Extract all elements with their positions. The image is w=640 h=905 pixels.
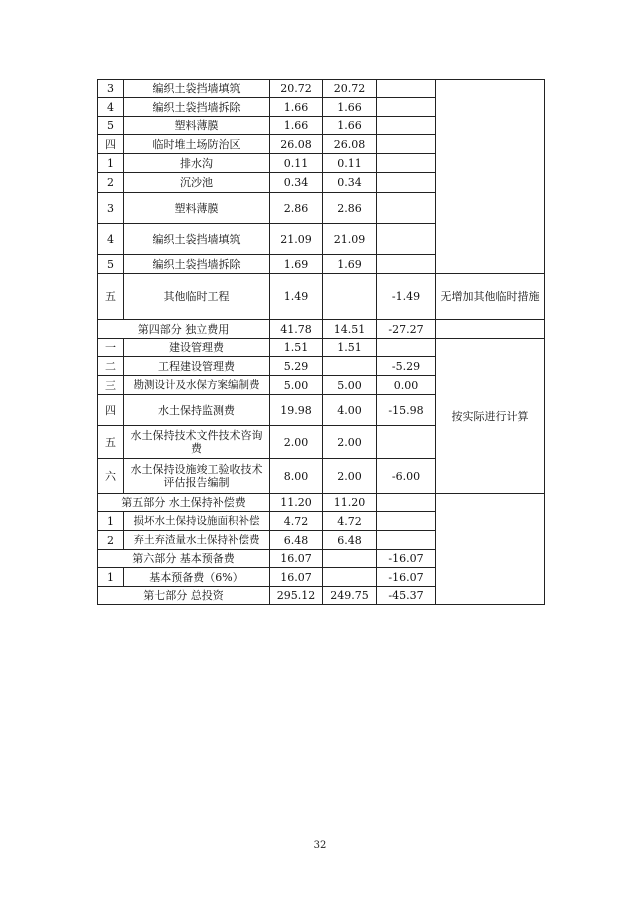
difference — [377, 224, 436, 255]
original-amount: 5.00 — [270, 376, 323, 395]
item-name: 塑料薄膜 — [124, 117, 270, 135]
section-row — [98, 320, 545, 339]
actual-amount — [323, 274, 377, 320]
actual-amount: 4.00 — [323, 395, 377, 426]
difference — [377, 339, 436, 357]
original-amount: 16.07 — [270, 550, 323, 568]
section-row — [98, 494, 545, 512]
difference — [377, 98, 436, 117]
row-number: 5 — [98, 255, 124, 274]
original-amount: 5.29 — [270, 357, 323, 376]
item-name: 编织土袋挡墙填筑 — [124, 80, 270, 98]
item-name: 编织土袋挡墙填筑 — [124, 224, 270, 255]
difference — [377, 154, 436, 173]
actual-amount: 1.66 — [323, 117, 377, 135]
item-name: 建设管理费 — [124, 339, 270, 357]
row-number: 四 — [98, 395, 124, 426]
section-title: 第五部分 水土保持补偿费 — [98, 494, 270, 512]
difference: 0.00 — [377, 376, 436, 395]
item-name: 水土保持监测费 — [124, 395, 270, 426]
row-number: 五 — [98, 426, 124, 459]
investment-comparison-table — [97, 79, 545, 605]
actual-amount: 14.51 — [323, 320, 377, 339]
row-number: 1 — [98, 512, 124, 531]
item-name: 水土保持技术文件技术咨询费 — [124, 426, 270, 459]
item-name: 损坏水土保持设施面积补偿 — [124, 512, 270, 531]
row-number: 2 — [98, 531, 124, 550]
actual-amount — [323, 568, 377, 587]
row-number: 二 — [98, 357, 124, 376]
row-number: 三 — [98, 376, 124, 395]
item-name: 编织土袋挡墙拆除 — [124, 255, 270, 274]
item-name: 临时堆土场防治区 — [124, 135, 270, 154]
actual-amount: 6.48 — [323, 531, 377, 550]
difference — [377, 426, 436, 459]
difference: -6.00 — [377, 459, 436, 494]
original-amount: 2.86 — [270, 193, 323, 224]
row-number: 六 — [98, 459, 124, 494]
item-name: 工程建设管理费 — [124, 357, 270, 376]
actual-amount: 0.34 — [323, 173, 377, 193]
row-number: 1 — [98, 568, 124, 587]
difference — [377, 512, 436, 531]
original-amount: 295.12 — [270, 587, 323, 605]
difference: -16.07 — [377, 550, 436, 568]
actual-amount: 5.00 — [323, 376, 377, 395]
actual-amount: 2.00 — [323, 426, 377, 459]
original-amount: 0.34 — [270, 173, 323, 193]
original-amount: 1.66 — [270, 117, 323, 135]
remark-other-temp: 无增加其他临时措施 — [436, 274, 545, 320]
difference: -15.98 — [377, 395, 436, 426]
row-number: 2 — [98, 173, 124, 193]
original-amount: 4.72 — [270, 512, 323, 531]
remark-cell — [436, 320, 545, 339]
actual-amount: 2.00 — [323, 459, 377, 494]
actual-amount: 21.09 — [323, 224, 377, 255]
item-name: 基本预备费（6%） — [124, 568, 270, 587]
actual-amount: 1.66 — [323, 98, 377, 117]
actual-amount — [323, 357, 377, 376]
section-title: 第六部分 基本预备费 — [98, 550, 270, 568]
difference — [377, 135, 436, 154]
row-number: 四 — [98, 135, 124, 154]
actual-amount: 26.08 — [323, 135, 377, 154]
original-amount: 6.48 — [270, 531, 323, 550]
original-amount: 19.98 — [270, 395, 323, 426]
section-title: 第七部分 总投资 — [98, 587, 270, 605]
actual-amount: 249.75 — [323, 587, 377, 605]
item-name: 塑料薄膜 — [124, 193, 270, 224]
original-amount: 1.49 — [270, 274, 323, 320]
actual-amount — [323, 550, 377, 568]
difference — [377, 173, 436, 193]
item-name: 水土保持设施竣工验收技术评估报告编制 — [124, 459, 270, 494]
original-amount: 1.66 — [270, 98, 323, 117]
section-title: 第四部分 独立费用 — [98, 320, 270, 339]
row-number: 一 — [98, 339, 124, 357]
actual-amount: 2.86 — [323, 193, 377, 224]
item-name: 沉沙池 — [124, 173, 270, 193]
row-number: 五 — [98, 274, 124, 320]
row-number: 4 — [98, 98, 124, 117]
original-amount: 16.07 — [270, 568, 323, 587]
actual-amount: 0.11 — [323, 154, 377, 173]
remark-cell — [436, 80, 545, 274]
actual-amount: 1.69 — [323, 255, 377, 274]
original-amount: 8.00 — [270, 459, 323, 494]
original-amount: 1.51 — [270, 339, 323, 357]
difference: -1.49 — [377, 274, 436, 320]
original-amount: 0.11 — [270, 154, 323, 173]
actual-amount: 4.72 — [323, 512, 377, 531]
original-amount: 20.72 — [270, 80, 323, 98]
table-row — [98, 274, 545, 320]
original-amount: 11.20 — [270, 494, 323, 512]
row-number: 4 — [98, 224, 124, 255]
difference: -5.29 — [377, 357, 436, 376]
difference — [377, 531, 436, 550]
original-amount: 21.09 — [270, 224, 323, 255]
item-name: 排水沟 — [124, 154, 270, 173]
actual-amount: 20.72 — [323, 80, 377, 98]
table-row — [98, 80, 545, 98]
remark-cell — [436, 494, 545, 605]
difference — [377, 117, 436, 135]
item-name: 编织土袋挡墙拆除 — [124, 98, 270, 117]
remark-actual: 按实际进行计算 — [436, 339, 545, 494]
difference — [377, 193, 436, 224]
row-number: 5 — [98, 117, 124, 135]
original-amount: 2.00 — [270, 426, 323, 459]
item-name: 弃土弃渣量水土保持补偿费 — [124, 531, 270, 550]
original-amount: 1.69 — [270, 255, 323, 274]
difference: -27.27 — [377, 320, 436, 339]
difference — [377, 255, 436, 274]
difference — [377, 494, 436, 512]
page-number: 32 — [313, 840, 327, 851]
actual-amount: 11.20 — [323, 494, 377, 512]
original-amount: 41.78 — [270, 320, 323, 339]
difference — [377, 80, 436, 98]
original-amount: 26.08 — [270, 135, 323, 154]
item-name: 勘测设计及水保方案编制费 — [124, 376, 270, 395]
item-name: 其他临时工程 — [124, 274, 270, 320]
actual-amount: 1.51 — [323, 339, 377, 357]
difference: -16.07 — [377, 568, 436, 587]
row-number: 3 — [98, 193, 124, 224]
difference: -45.37 — [377, 587, 436, 605]
row-number: 3 — [98, 80, 124, 98]
table-row — [98, 339, 545, 357]
row-number: 1 — [98, 154, 124, 173]
